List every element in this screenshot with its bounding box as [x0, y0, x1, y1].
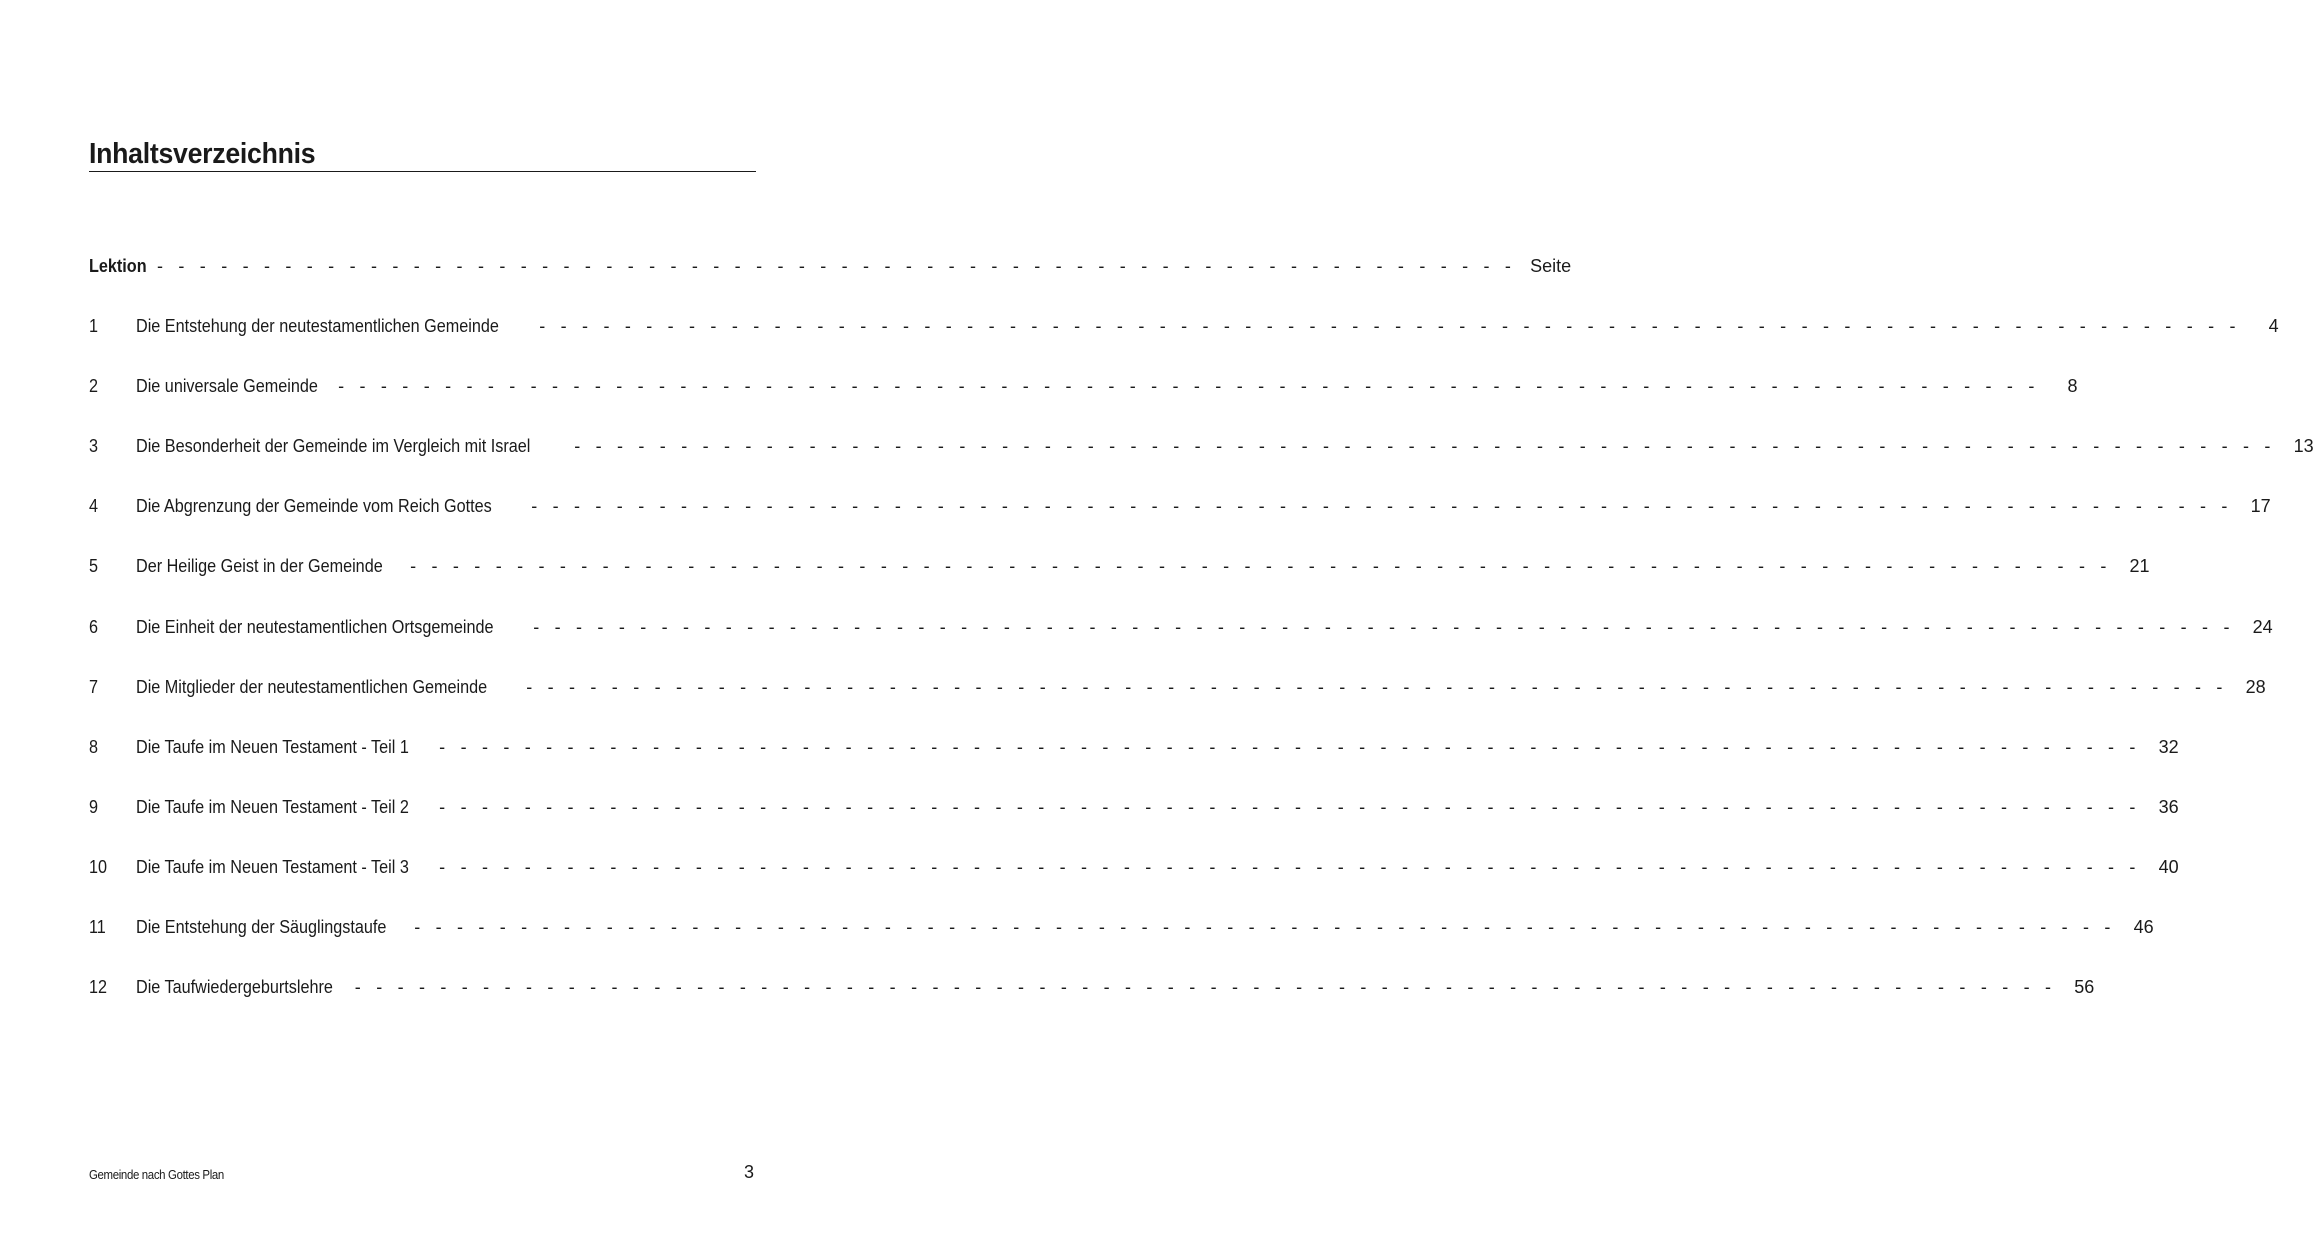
dot-leader: - - - - - - - - - - - - - - - - - - - - - - - - - - - - - - - - - - - - - - - - - - - - - - - - - - - - - - - - - - - - - - - - - - - - - - - - - - - - - - - - — [574, 436, 2276, 456]
toc-entry[interactable] — [89, 735, 2179, 759]
dot-leader: - - - - - - - - - - - - - - - - - - - - - - - - - - - - - - - - - - - - - - - - - - - - - - - - - - - - - - - - - - - - - - - - - - - - - - - - - - - - - - - - — [414, 917, 2116, 937]
toc-entry-page: 24 — [2252, 617, 2273, 637]
toc-entry-page: 4 — [2268, 316, 2279, 336]
dot-leader: - - - - - - - - - - - - - - - - - - - - - - - - - - - - - - - - - - - - - - - - - - - - - - - - - - - - - - - - - - - - - - - - - - - - - - - - - - - - - - - - — [439, 797, 2141, 817]
dot-leader: - - - - - - - - - - - - - - - - - - - - - - - - - - - - - - - - - - - - - - - - - - - - - - - - - - - - - - - - - - - - - - - - - - - - - - - - - - - - - - - - — [539, 316, 2241, 336]
toc-entry-title: Die Besonderheit der Gemeinde im Vergleich mit Israel — [136, 436, 531, 456]
toc-entry-page: 46 — [2133, 917, 2154, 937]
toc-entry-page: 28 — [2245, 677, 2266, 697]
toc-entry-number: 12 — [89, 977, 108, 997]
dot-leader: - - - - - - - - - - - - - - - - - - - - - - - - - - - - - - - - - - - - - - - - - - - - - - - - - - - - - - - - - - - - - - - - - - - - - - - - - - - - - - - - — [338, 376, 2040, 396]
footer-page-number: 3 — [744, 1162, 755, 1182]
toc-entry-title: Die Entstehung der Säuglingstaufe — [136, 917, 387, 937]
page-title: Inhaltsverzeichnis — [89, 138, 316, 170]
toc-entry-number: 1 — [89, 316, 99, 336]
toc-entry-page: 40 — [2158, 857, 2179, 877]
toc-entry-number: 11 — [89, 917, 106, 937]
toc-header-row — [89, 254, 1572, 278]
toc-entry-number: 10 — [89, 857, 108, 877]
toc-entry[interactable] — [89, 615, 2273, 639]
toc-entry-title: Die Taufwiedergeburtslehre — [136, 977, 333, 997]
title-rule — [89, 171, 756, 172]
dot-leader: - - - - - - - - - - - - - - - - - - - - - - - - - - - - - - - - - - - - - - - - - - - - - - - - - - - - - - - - - - - - - - - - - - - - - - - - - - - - - - - - — [533, 617, 2235, 637]
toc-entry-title: Die Taufe im Neuen Testament - Teil 3 — [136, 857, 409, 877]
toc-entry-title: Die universale Gemeinde — [136, 376, 318, 396]
toc-entry-title: Die Taufe im Neuen Testament - Teil 1 — [136, 737, 409, 757]
toc-entry-page: 32 — [2158, 737, 2179, 757]
toc-entry[interactable] — [89, 675, 2266, 699]
toc-entry[interactable] — [89, 314, 2279, 338]
dot-leader: - - - - - - - - - - - - - - - - - - - - - - - - - - - - - - - - - - - - - - - - - - - - - - - - - - - - - - - - - - - - - - - - - - - - - - - - - - - - - - - - — [526, 677, 2228, 697]
toc-entry-title: Die Mitglieder der neutestamentlichen Gemeinde — [136, 677, 488, 697]
toc-entry-title: Die Entstehung der neutestamentlichen Gemeinde — [136, 316, 499, 336]
toc-entry[interactable] — [89, 374, 2078, 398]
toc-entry-number: 9 — [89, 797, 99, 817]
dot-leader: - - - - - - - - - - - - - - - - - - - - - - - - - - - - - - - - - - - - - - - - - - - - - - - - - - - - - - - - - - - - - - - - - - - - - - - - - - - - - - - - — [354, 977, 2057, 997]
dot-leader: - - - - - - - - - - - - - - - - - - - - - - - - - - - - - - - - - - - - - - - - - - - - - - - - - - - - - - - - - - - - - - - - — [157, 256, 1517, 276]
toc-entry-title: Der Heilige Geist in der Gemeinde — [136, 556, 383, 576]
dot-leader: - - - - - - - - - - - - - - - - - - - - - - - - - - - - - - - - - - - - - - - - - - - - - - - - - - - - - - - - - - - - - - - - - - - - - - - - - - - - - - - - — [439, 857, 2141, 877]
toc-entry-page: 17 — [2250, 496, 2271, 516]
toc-entry-number: 6 — [89, 617, 99, 637]
toc-entry-number: 4 — [89, 496, 99, 516]
lektion-heading: Lektion — [89, 256, 147, 276]
toc-entry-page: 21 — [2129, 556, 2150, 576]
dot-leader: - - - - - - - - - - - - - - - - - - - - - - - - - - - - - - - - - - - - - - - - - - - - - - - - - - - - - - - - - - - - - - - - - - - - - - - - - - - - - - - - — [410, 556, 2112, 576]
toc-entry-page: 56 — [2074, 977, 2095, 997]
toc-entry-number: 5 — [89, 556, 99, 576]
toc-entry-number: 3 — [89, 436, 99, 456]
seite-heading: Seite — [1530, 256, 1572, 276]
toc-entry-title: Die Taufe im Neuen Testament - Teil 2 — [136, 797, 409, 817]
toc-entry-number: 7 — [89, 677, 99, 697]
toc-entry[interactable] — [89, 855, 2179, 879]
toc-entry-number: 2 — [89, 376, 99, 396]
dot-leader: - - - - - - - - - - - - - - - - - - - - - - - - - - - - - - - - - - - - - - - - - - - - - - - - - - - - - - - - - - - - - - - - - - - - - - - - - - - - - - - - — [531, 496, 2233, 516]
toc-entry[interactable] — [89, 795, 2179, 819]
toc-entry-page: 36 — [2158, 797, 2179, 817]
toc-entry[interactable] — [89, 915, 2154, 939]
toc-entry[interactable] — [89, 975, 2095, 999]
toc-entry[interactable] — [89, 434, 2314, 458]
toc-entry-page: 13 — [2293, 436, 2314, 456]
toc-entry-number: 8 — [89, 737, 99, 757]
toc-entry-page: 8 — [2067, 376, 2078, 396]
toc-entry[interactable] — [89, 494, 2271, 518]
toc-entry-title: Die Einheit der neutestamentlichen Ortsgemeinde — [136, 617, 494, 637]
toc-entry-title: Die Abgrenzung der Gemeinde vom Reich Gottes — [136, 496, 492, 516]
toc-entry[interactable] — [89, 554, 2150, 578]
footer-book-title: Gemeinde nach Gottes Plan — [89, 1167, 224, 1182]
dot-leader: - - - - - - - - - - - - - - - - - - - - - - - - - - - - - - - - - - - - - - - - - - - - - - - - - - - - - - - - - - - - - - - - - - - - - - - - - - - - - - - - — [439, 737, 2141, 757]
